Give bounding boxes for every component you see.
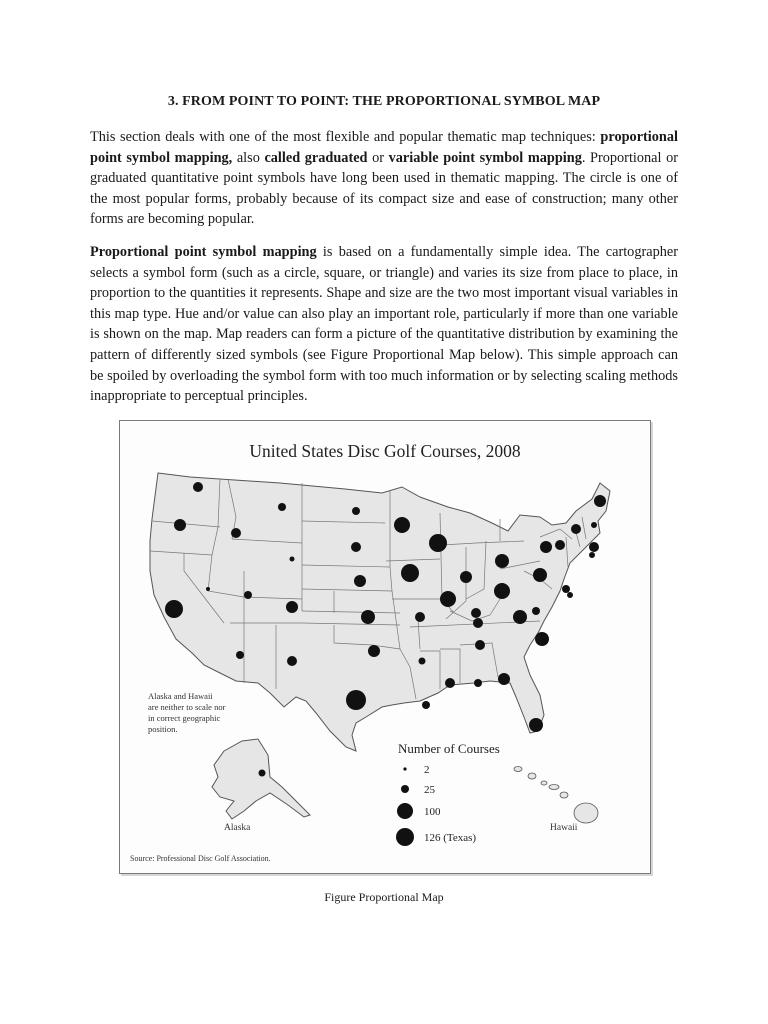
alaska-landmass [212,739,310,819]
course-symbol [571,524,581,534]
legend-symbol [397,803,413,819]
hawaii-label: Hawaii [550,823,578,833]
legend-label: 126 (Texas) [424,832,477,844]
map-legend [396,741,500,846]
proportional-symbol-map-figure [119,420,651,874]
legend-symbol [401,785,409,793]
course-symbol [460,571,472,583]
course-symbol [361,610,375,624]
course-symbol [351,542,361,552]
course-symbol [429,534,447,552]
course-symbol [165,600,183,618]
note-line-1: Alaska and Hawaii [148,691,213,701]
course-symbol [352,507,360,515]
p1-bold-3: variable point symbol mapping [388,149,582,166]
note-line-4: position. [148,724,178,734]
paragraph-intro [90,127,678,230]
figure-caption: Figure Proportional Map [324,890,444,904]
source-note: Source: Professional Disc Golf Association. [130,854,271,863]
course-symbol [540,541,552,553]
p2-bold-1: Proportional point symbol mapping [90,244,317,260]
course-symbol [562,585,570,593]
course-symbol [535,632,549,646]
course-symbol [193,482,203,492]
legend-symbol [396,828,414,846]
course-symbol [532,607,540,615]
note-line-2: are neither to scale nor [148,702,226,712]
legend-label: 25 [424,784,435,796]
course-symbol [415,612,425,622]
course-symbol [529,718,543,732]
course-symbol [589,542,599,552]
course-symbol [474,679,482,687]
course-symbol [206,587,210,591]
p1-bold-2: called graduated [264,149,368,166]
legend-label: 100 [424,806,441,818]
course-symbol [174,519,186,531]
course-symbol [473,618,483,628]
legend-title: Number of Courses [398,741,500,756]
course-symbol [401,564,419,582]
course-symbol [419,658,426,665]
alaska-label: Alaska [224,823,251,833]
course-symbol [591,522,597,528]
course-symbol [495,554,509,568]
course-symbol [498,673,510,685]
course-symbol [594,495,606,507]
legend-symbol [403,767,406,770]
legend-items [396,764,476,846]
paragraph-method [90,242,678,407]
course-symbol [555,540,565,550]
course-symbol [567,592,573,598]
p2-text-1: is based on a fundamentally simple idea. The cartographer selects a symbol form (such as a circle, square, or triangle) and varies its size from place to place, in proportion to the quantities it represents. Shape and size are the two most important visual variables in this map type. Hue and/or value can also play an important role, particularly if more than one variable is shown on the map. Map readers can form a picture of the quantitative distribution by examining the pattern of differently sized symbols (see Figure Proportional Map below). This simple approach can be spoiled by overloading the symbol form with too much information or by selecting scaling methods inappropriate to perceptual principles. [90,244,678,405]
course-symbol [471,608,481,618]
course-symbol [286,601,298,613]
p1-text-4: . Proportional or graduated quantitative point symbols have long been used in thematic mapping. The circle is one of the most popular forms, probably because of its compact size and ease of construction; many other forms are becoming popular. [90,149,678,228]
note-line-3: in correct geographic [148,713,221,723]
course-symbol [354,575,366,587]
course-symbol [475,640,485,650]
course-symbol [394,517,410,533]
legend-label: 2 [424,764,430,776]
section-heading: 3. FROM POINT TO POINT: THE PROPORTIONAL SYMBOL MAP [167,94,601,109]
course-symbol [259,770,266,777]
course-symbol [533,568,547,582]
course-symbol [494,583,510,599]
course-symbol [287,656,297,666]
p1-text-2: also [236,149,260,166]
course-symbol [445,678,455,688]
course-symbol [513,610,527,624]
course-symbol [290,557,295,562]
course-symbol [422,701,430,709]
us-map-svg [120,421,650,873]
course-symbol [231,528,241,538]
course-symbol [244,591,252,599]
scale-note [148,691,226,734]
course-symbol [278,503,286,511]
map-title: United States Disc Golf Courses, 2008 [249,441,521,461]
course-symbol [440,591,456,607]
p1-text-3: or [372,149,385,166]
course-symbol [236,651,244,659]
course-symbol [346,690,366,710]
hawaii-islands [514,767,598,824]
p1-text-1: This section deals with one of the most flexible and popular thematic map techniques: [90,129,596,145]
p1-bold-1: proportional point symbol mapping, [90,129,678,166]
course-symbol [368,645,380,657]
course-symbol [589,552,595,558]
